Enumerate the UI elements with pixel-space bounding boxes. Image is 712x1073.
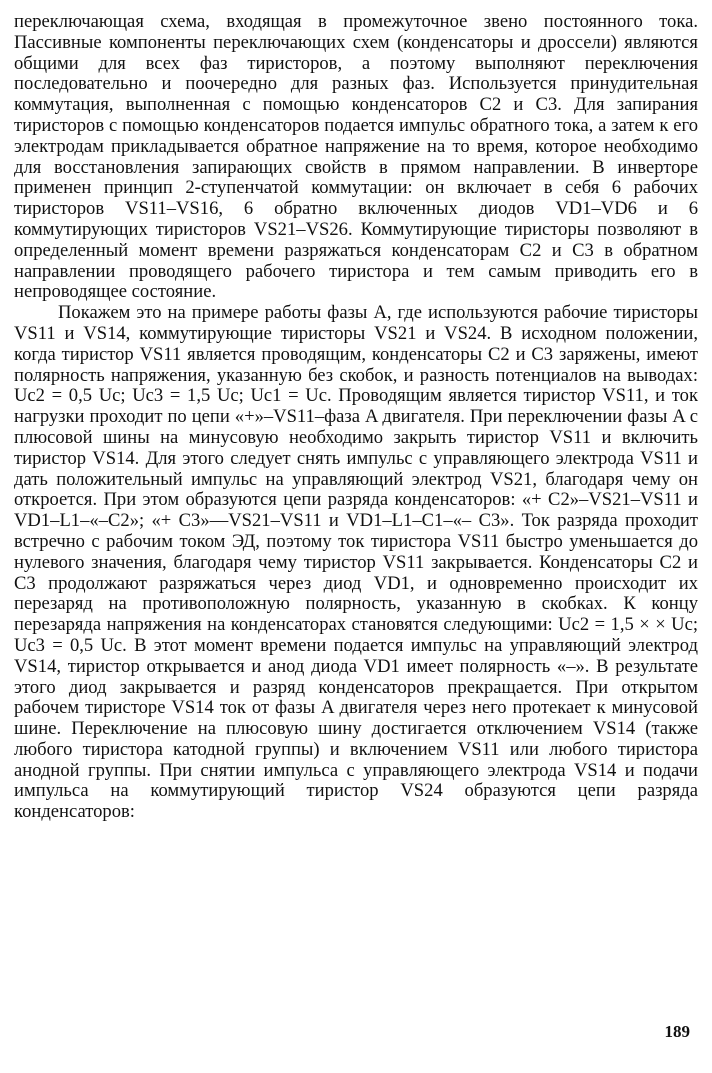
paragraph-phase-a-example: Покажем это на примере работы фазы A, где используются рабочие тиристоры VS11 и VS14, коммутирующие тиристоры VS21 и VS24. В исходном положении, когда тиристор VS11 является проводящим, конденсаторы C2 и C3 заряжены, имеют полярность напряжения, указанную без скобок, и разность потенциалов на выводах: Uc2 = 0,5 Uc; Uc3 = 1,5 Uc; Uc1 = Uc. Проводящим является тиристор VS11, и ток нагрузки проходит по цепи «+»–VS11–фаза A двигателя. При переключении фазы A с плюсовой шины на минусовую необходимо закрыть тиристор VS11 и включить тиристор VS14. Для этого следует снять импульс с управляющего электрода VS11 и дать положительный импульс на управляющий электрод VS21, благодаря чему он откроется. При этом образуются цепи разряда конденсаторов: «+ C2»–VS21–VS11 и VD1–L1–«–C2»; «+ C3»––VS21–VS11 и VD1–L1–C1–«– C3». Ток разряда проходит встречно с рабочим током ЭД, поэтому ток тиристора VS11 быстро уменьшается до нулевого значения, благодаря чему тиристор VS11 закрывается. Конденсаторы C2 и C3 продолжают разряжаться через диод VD1, и одновременно происходит их перезаряд на противоположную полярность, указанную в скобках. К концу перезаряда напряжения на конденсаторах становятся следующими: Uc2 = 1,5 × × Uc; Uc3 = 0,5 Uc. В этот момент времени подается импульс на управляющий электрод VS14, тиристор открывается и анод диода VD1 имеет полярность «–». В результате этого диод закрывается и разряд конденсаторов прекращается. При открытом рабочем тиристоре VS14 ток от фазы A двигателя через него протекает к минусовой шине. Переключение на плюсовую шину достигается отключением VS14 (также любого тиристора катодной группы) и включением VS11 или любого тиристора анодной группы. При снятии импульса с управляющего электрода VS14 и подачи импульса на коммутирующий тиристор VS24 образуются цепи разряда конденсаторов: [14, 302, 698, 823]
page-text [14, 12, 698, 823]
paragraph-continuation: переключающая схема, входящая в промежуточное звено постоянного тока. Пассивные компоненты переключающих схем (конденсаторы и дроссели) являются общими для всех фаз тиристоров, а поэтому выполняют переключения последовательно и поочередно для разных фаз. Используется принудительная коммутация, выполненная с помощью конденсаторов C2 и C3. Для запирания тиристоров с помощью конденсаторов подается импульс обратного тока, а затем к его электродам прикладывается обратное напряжение на то время, которое необходимо для восстановления запирающих свойств в прямом направлении. В инверторе применен принцип 2-ступенчатой коммутации: он включает в себя 6 рабочих тиристоров VS11–VS16, 6 обратно включенных диодов VD1–VD6 и 6 коммутирующих тиристоров VS21–VS26. Коммутирующие тиристоры позволяют в определенный момент времени разряжаться конденсаторам C2 и C3 в обратном направлении проводящего рабочего тиристора и тем самым приводить его в непроводящее состояние. [14, 11, 698, 303]
page-number: 189 [664, 1022, 690, 1041]
